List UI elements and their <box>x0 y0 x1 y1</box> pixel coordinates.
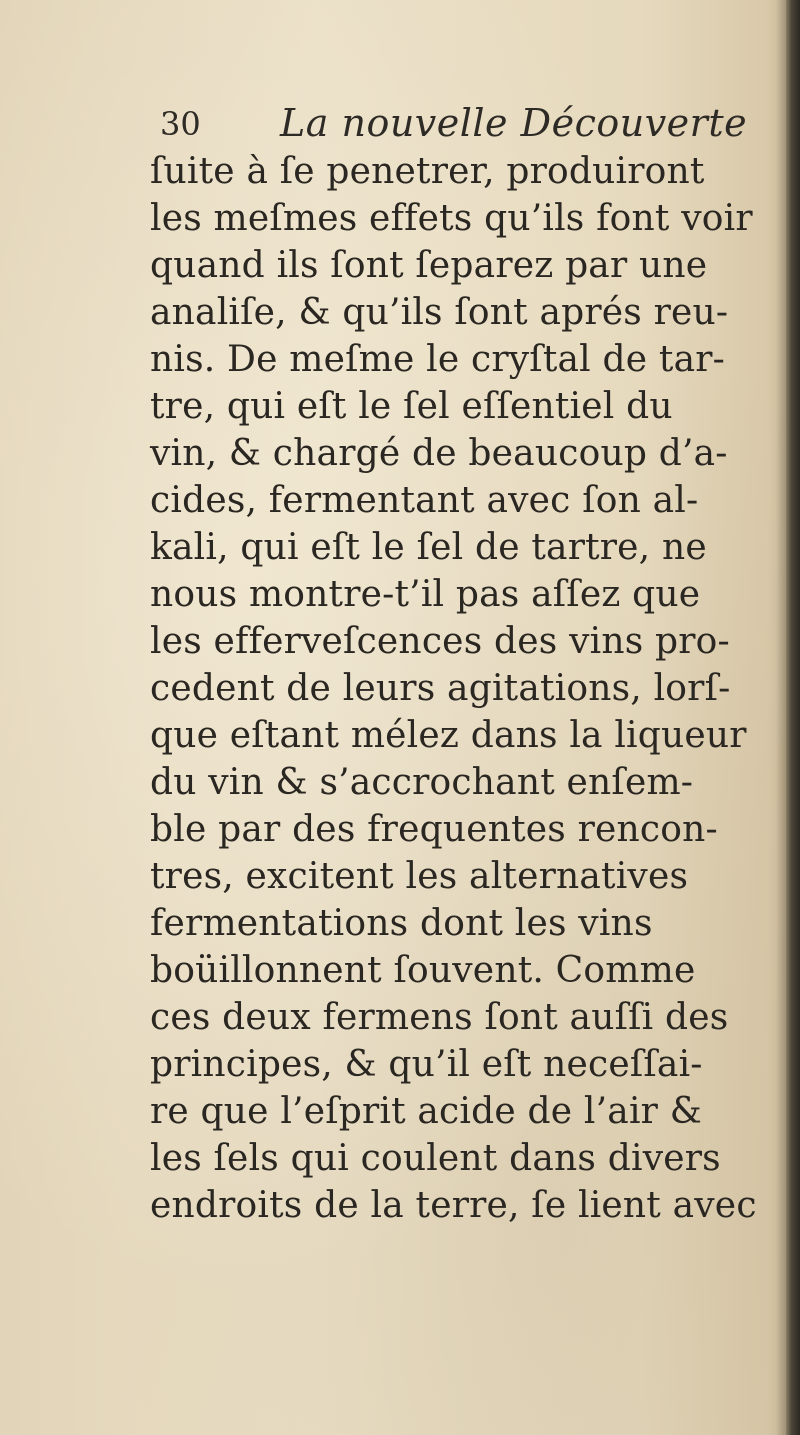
text-line: cides, fermentant avec ſon al- <box>150 480 699 521</box>
text-line: quand ils ſont ſeparez par une <box>150 245 708 286</box>
running-title: La nouvelle Découverte <box>280 101 748 145</box>
text-line: endroits de la terre, ſe lient avec <box>150 1185 757 1226</box>
text-line: ces deux fermens ſont auſſi des <box>150 997 729 1038</box>
text-line: kali, qui eſt le ſel de tartre, ne <box>150 527 707 568</box>
text-line: boüillonnent ſouvent. Comme <box>150 950 696 991</box>
text-line: ſuite à ſe penetrer, produiront <box>150 151 705 192</box>
text-line: les meſmes effets qu’ils font voir <box>150 198 753 239</box>
text-line: tre, qui eſt le ſel eſſentiel du <box>150 386 673 427</box>
running-head <box>160 101 760 148</box>
text-line: principes, & qu’il eſt neceſſai- <box>150 1044 703 1085</box>
page-number: 30 <box>160 105 201 143</box>
text-line: tres, excitent les alternatives <box>150 856 689 897</box>
text-line: les efferveſcences des vins pro- <box>150 621 730 662</box>
text-line: analiſe, & qu’ils ſont aprés reu- <box>150 292 729 333</box>
text-line: les ſels qui coulent dans divers <box>150 1138 721 1179</box>
text-line: nous montre-t’il pas aſſez que <box>150 574 701 615</box>
text-line: ble par des frequentes rencon- <box>150 809 718 850</box>
text-line: du vin & s’accrochant enſem- <box>150 762 694 803</box>
page-edge <box>786 0 800 1435</box>
text-line: nis. De meſme le cryſtal de tar- <box>150 339 725 380</box>
text-line: vin, & chargé de beaucoup d’a- <box>150 433 728 474</box>
text-line: cedent de leurs agitations, lorſ- <box>150 668 731 709</box>
text-line: fermentations dont les vins <box>150 903 653 944</box>
text-line: que eſtant mélez dans la liqueur <box>150 715 747 756</box>
body-text <box>150 148 780 1229</box>
text-line: re que l’eſprit acide de l’air & <box>150 1091 702 1132</box>
